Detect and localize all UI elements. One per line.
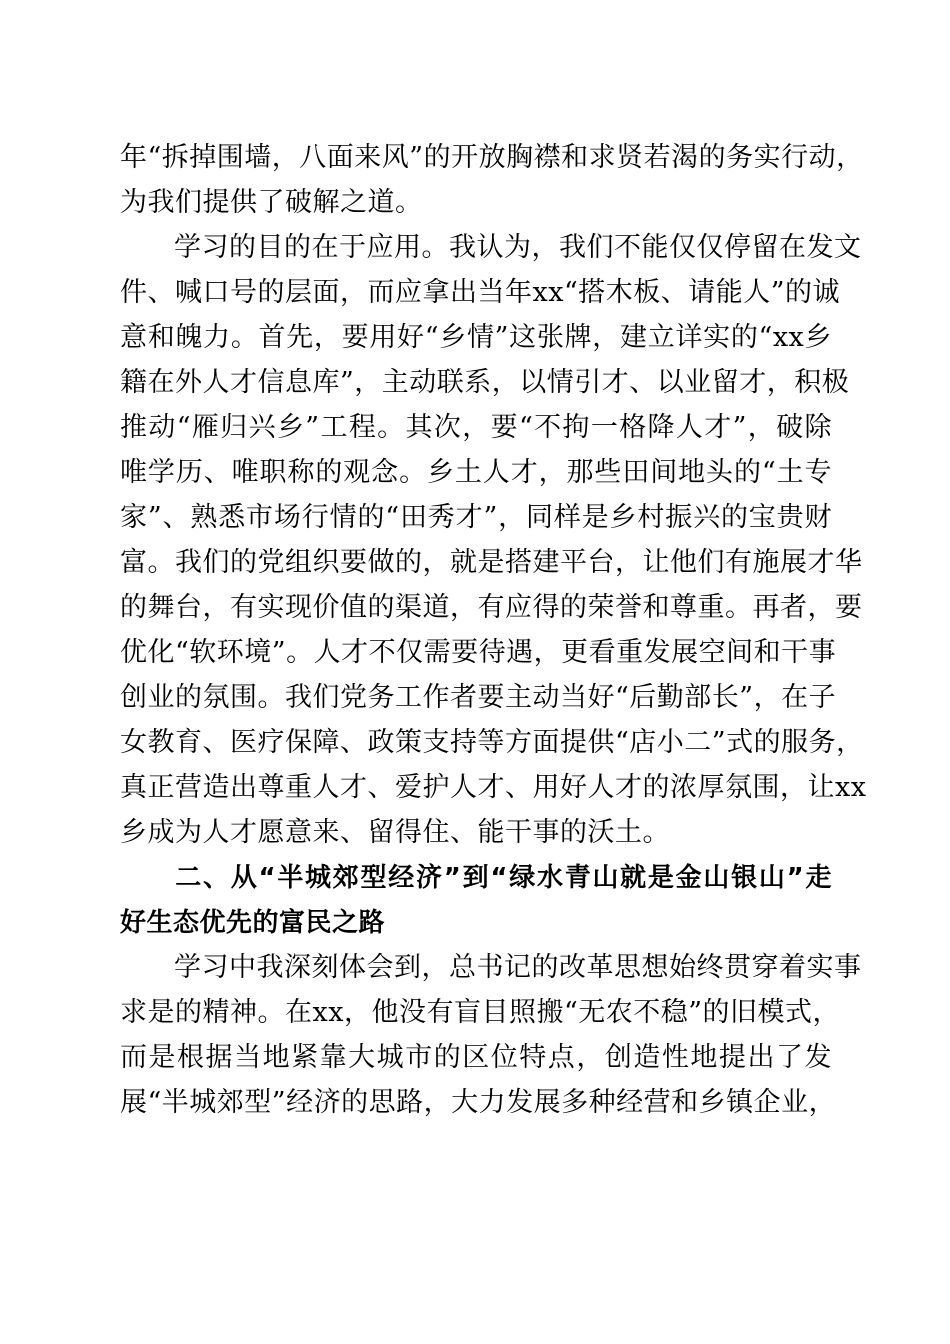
section-heading: 二、从“半城郊型经济”到“绿水青山就是金山银山”走 xyxy=(174,863,832,893)
text-line: 的舞台，有实现价值的渠道，有应得的荣誉和尊重。再者，要 xyxy=(120,592,863,623)
text-line: 女教育、医疗保障、政策支持等方面提供“店小二”式的服务， xyxy=(120,727,864,758)
text-line: 件、喊口号的层面，而应拿出当年xx“搭木板、请能人”的诚 xyxy=(120,277,841,308)
text-line: 为我们提供了破解之道。 xyxy=(120,187,423,218)
text-line: 推动“雁归兴乡”工程。其次，要“不拘一格降人才”，破除 xyxy=(120,412,832,443)
text-line: 富。我们的党组织要做的，就是搭建平台，让他们有施展才华 xyxy=(120,547,863,578)
text-line: 意和魄力。首先，要用好“乡情”这张牌，建立详实的“xx乡 xyxy=(120,322,832,353)
text-line: 求是的精神。在xx，他没有盲目照搬“无农不稳”的旧模式， xyxy=(120,997,841,1028)
text-line: 优化“软环境”。人才不仅需要待遇，更看重发展空间和干事 xyxy=(120,637,837,668)
text-line: 籍在外人才信息库”，主动联系，以情引才、以业留才，积极 xyxy=(120,367,850,398)
text-line: 创业的氛围。我们党务工作者要主动当好“后勤部长”，在子 xyxy=(120,682,837,713)
paragraph-first-line: 学习中我深刻体会到，总书记的改革思想始终贯穿着实事 xyxy=(174,952,862,983)
paragraph-first-line: 学习的目的在于应用。我认为，我们不能仅仅停留在发文 xyxy=(174,232,862,263)
text-line: 家”、熟悉市场行情的“田秀才”，同样是乡村振兴的宝贵财 xyxy=(120,502,832,533)
text-line: 唯学历、唯职称的观念。乡土人才，那些田间地头的“土专 xyxy=(120,457,832,488)
text-line: 乡成为人才愿意来、留得住、能干事的沃土。 xyxy=(120,817,670,848)
text-line: 展“半城郊型”经济的思路，大力发展多种经营和乡镇企业， xyxy=(120,1087,837,1118)
text-line: 真正营造出尊重人才、爱护人才、用好人才的浓厚氛围，让xx xyxy=(120,772,867,803)
text-line: 而是根据当地紧靠大城市的区位特点，创造性地提出了发 xyxy=(120,1042,832,1073)
text-line: 年“拆掉围墙，八面来风”的开放胸襟和求贤若渴的务实行动， xyxy=(120,142,864,173)
section-heading: 好生态优先的富民之路 xyxy=(120,908,386,938)
